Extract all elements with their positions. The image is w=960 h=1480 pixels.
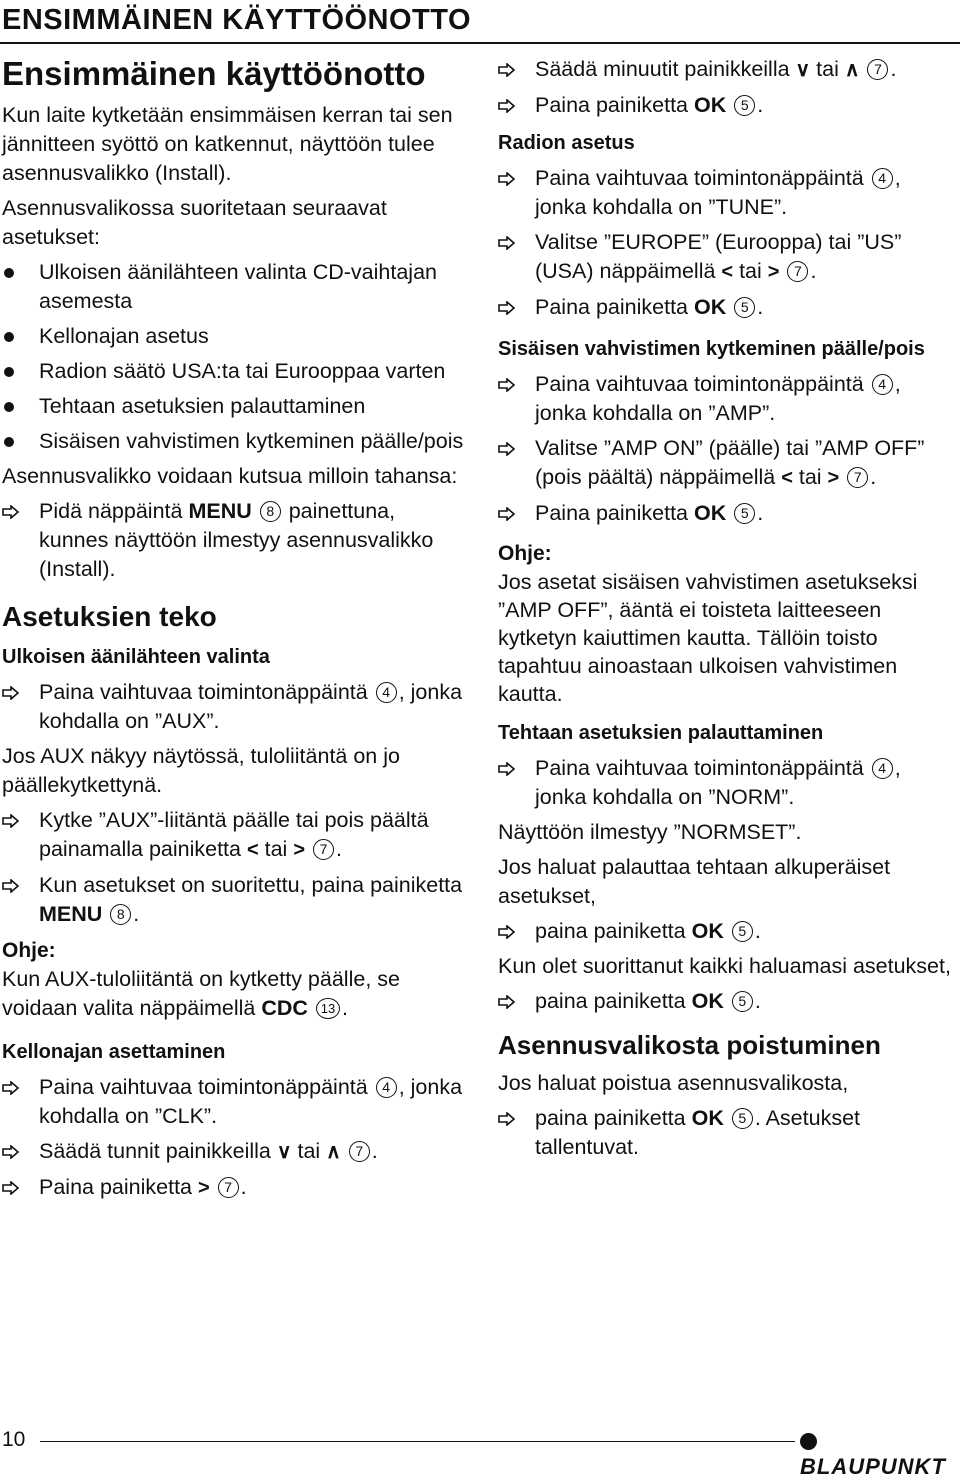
button-reference-icon: 13 bbox=[316, 998, 340, 1019]
arrow-icon bbox=[2, 1081, 20, 1095]
paragraph: Jos AUX näkyy näytössä, tuloliitäntä on jo päällekytkettynä. bbox=[2, 743, 400, 797]
button-reference-icon: 4 bbox=[872, 758, 893, 779]
arrow-icon bbox=[498, 762, 516, 776]
intro-paragraph-2: Asennusvalikossa suoritetaan seuraavat asetukset: bbox=[2, 195, 387, 249]
right-column bbox=[498, 55, 958, 1168]
button-reference-icon: 5 bbox=[732, 991, 753, 1012]
subsection-title: Ulkoisen äänilähteen valinta bbox=[2, 645, 270, 668]
arrow-icon bbox=[2, 1145, 20, 1159]
arrow-icon bbox=[498, 1112, 516, 1126]
arrow-icon bbox=[2, 505, 20, 519]
header-divider bbox=[0, 42, 960, 44]
instruction-step: paina painiketta OK 5 . bbox=[498, 917, 958, 946]
button-reference-icon: 7 bbox=[218, 1177, 239, 1198]
button-reference-icon: 5 bbox=[732, 1108, 753, 1129]
arrow-icon bbox=[2, 686, 20, 700]
arrow-icon bbox=[498, 378, 516, 392]
up-arrow-key-icon: ∧ bbox=[326, 1140, 341, 1163]
down-arrow-key-icon: ∨ bbox=[795, 59, 811, 81]
button-reference-icon: 7 bbox=[349, 1141, 370, 1162]
button-reference-icon: 4 bbox=[872, 168, 893, 189]
bullet-item: Radion säätö USA:ta tai Eurooppaa varten bbox=[2, 357, 466, 386]
left-arrow-key-icon: < bbox=[721, 261, 734, 283]
button-reference-icon: 4 bbox=[376, 682, 397, 703]
right-arrow-key-icon: > bbox=[827, 467, 840, 489]
instruction-step: Säädä tunnit painikkeilla ∨ tai ∧ 7 . bbox=[2, 1137, 466, 1167]
footer-divider bbox=[40, 1441, 795, 1442]
instruction-step: Paina vaihtuvaa toimintonäppäintä 4 , jonka kohdalla on ”CLK”. bbox=[2, 1073, 466, 1131]
button-reference-icon: 7 bbox=[867, 59, 888, 80]
bullet-icon bbox=[4, 268, 14, 278]
intro-paragraph: Kun laite kytketään ensimmäisen kerran tai sen jännitteen syöttö on katkennut, näyttöön tulee asennusvalikko (Install). bbox=[2, 102, 453, 185]
right-arrow-key-icon: > bbox=[197, 1176, 210, 1199]
subsection-title: Sisäisen vahvistimen kytkeminen päälle/pois bbox=[498, 338, 925, 360]
note-text: Kun AUX-tuloliitäntä on kytketty päälle, se voidaan valita näppäimellä CDC 13 . bbox=[2, 966, 400, 1020]
note-label: Ohje: bbox=[2, 938, 56, 962]
bullet-icon bbox=[4, 402, 14, 412]
right-arrow-key-icon: > bbox=[767, 261, 780, 283]
instruction-step: Säädä minuutit painikkeilla ∨ tai ∧ 7 . bbox=[498, 55, 958, 85]
left-arrow-key-icon: < bbox=[781, 467, 793, 489]
instruction-step: paina painiketta OK 5 . bbox=[498, 987, 958, 1016]
instruction-step: Paina painiketta OK 5 . bbox=[498, 499, 958, 528]
arrow-icon bbox=[498, 301, 516, 315]
instruction-step: Paina vaihtuvaa toimintonäppäintä 4 , jonka kohdalla on ”AUX”. bbox=[2, 678, 466, 736]
arrow-icon bbox=[498, 925, 516, 939]
instruction-step: Kun asetukset on suoritettu, paina painiketta MENU 8 . bbox=[2, 871, 466, 929]
button-reference-icon: 7 bbox=[847, 467, 868, 488]
bullet-item: Tehtaan asetuksien palauttaminen bbox=[2, 392, 466, 421]
instruction-step: Pidä näppäintä MENU 8 painettuna, kunnes näyttöön ilmestyy asennusvalikko (Install). bbox=[2, 497, 466, 584]
button-reference-icon: 4 bbox=[376, 1077, 397, 1098]
button-reference-icon: 5 bbox=[732, 921, 753, 942]
button-reference-icon: 5 bbox=[734, 297, 755, 318]
arrow-icon bbox=[2, 1181, 20, 1195]
note-label: Ohje: bbox=[498, 542, 552, 565]
note-text: Jos asetat sisäisen vahvistimen asetukseksi ”AMP OFF”, ääntä ei toisteta laitteeseen kytketyn kaiuttimen kautta. Tällöin toisto tapahtuu ainoastaan ulkoisen vahvistimen kautta. bbox=[498, 570, 918, 706]
left-arrow-key-icon: < bbox=[246, 838, 259, 861]
paragraph: Kun olet suorittanut kaikki haluamasi asetukset, bbox=[498, 954, 951, 978]
bullet-icon bbox=[4, 437, 14, 447]
arrow-icon bbox=[498, 236, 516, 250]
button-reference-icon: 8 bbox=[110, 904, 131, 925]
section-title: Asennusvalikosta poistuminen bbox=[498, 1030, 881, 1060]
bullet-item: Ulkoisen äänilähteen valinta CD-vaihtajan asemesta bbox=[2, 258, 466, 316]
brand-logo: BLAUPUNKT bbox=[800, 1428, 960, 1480]
bullet-icon bbox=[4, 332, 14, 342]
arrow-icon bbox=[498, 63, 516, 77]
bullet-item: Sisäisen vahvistimen kytkeminen päälle/pois bbox=[2, 427, 466, 456]
section-title: Asetuksien teko bbox=[2, 600, 217, 632]
instruction-step: Paina vaihtuvaa toimintonäppäintä 4 , jonka kohdalla on ”NORM”. bbox=[498, 754, 958, 812]
instruction-step: Paina painiketta OK 5 . bbox=[498, 91, 958, 120]
header-title: ENSIMMÄINEN KÄYTTÖÖNOTTO bbox=[2, 4, 472, 36]
arrow-icon bbox=[498, 442, 516, 456]
arrow-icon bbox=[498, 507, 516, 521]
instruction-step: Valitse ”EUROPE” (Eurooppa) tai ”US” (USA) näppäimellä < tai > 7 . bbox=[498, 228, 958, 287]
left-column bbox=[2, 55, 466, 1209]
paragraph: Jos haluat palauttaa tehtaan alkuperäiset asetukset, bbox=[498, 855, 891, 908]
bullet-item: Kellonajan asetus bbox=[2, 322, 466, 351]
instruction-step: Paina painiketta OK 5 . bbox=[498, 293, 958, 322]
instruction-step: Kytke ”AUX”-liitäntä päälle tai pois päältä painamalla painiketta < tai > 7 . bbox=[2, 806, 466, 865]
button-reference-icon: 7 bbox=[313, 839, 334, 860]
page-title: Ensimmäinen käyttöönotto bbox=[2, 55, 426, 92]
bullet-icon bbox=[4, 367, 14, 377]
paragraph: Näyttöön ilmestyy ”NORMSET”. bbox=[498, 820, 802, 844]
page-number: 10 bbox=[2, 1428, 26, 1451]
right-arrow-key-icon: > bbox=[293, 838, 305, 861]
button-reference-icon: 8 bbox=[260, 501, 281, 522]
arrow-icon bbox=[2, 879, 20, 893]
instruction-step: Valitse ”AMP ON” (päälle) tai ”AMP OFF” (pois päältä) näppäimellä < tai > 7 . bbox=[498, 434, 958, 493]
instruction-step: Paina vaihtuvaa toimintonäppäintä 4 , jonka kohdalla on ”TUNE”. bbox=[498, 164, 958, 222]
instruction-step: paina painiketta OK 5 . Asetukset tallentuvat. bbox=[498, 1104, 958, 1162]
arrow-icon bbox=[498, 172, 516, 186]
menu-paragraph: Asennusvalikko voidaan kutsua milloin tahansa: bbox=[2, 463, 458, 488]
button-reference-icon: 5 bbox=[734, 95, 755, 116]
button-reference-icon: 7 bbox=[787, 261, 808, 282]
paragraph: Jos haluat poistua asennusvalikosta, bbox=[498, 1071, 849, 1096]
down-arrow-key-icon: ∨ bbox=[276, 1140, 292, 1163]
subsection-title: Radion asetus bbox=[498, 132, 635, 154]
up-arrow-key-icon: ∧ bbox=[844, 59, 860, 81]
arrow-icon bbox=[498, 995, 516, 1009]
arrow-icon bbox=[2, 814, 20, 828]
logo-dot-icon bbox=[800, 1433, 817, 1450]
button-reference-icon: 4 bbox=[872, 374, 893, 395]
button-reference-icon: 5 bbox=[734, 503, 755, 524]
subsection-title: Tehtaan asetuksien palauttaminen bbox=[498, 722, 824, 744]
instruction-step: Paina vaihtuvaa toimintonäppäintä 4 , jonka kohdalla on ”AMP”. bbox=[498, 370, 958, 428]
arrow-icon bbox=[498, 99, 516, 113]
instruction-step: Paina painiketta > 7 . bbox=[2, 1173, 466, 1203]
subsection-title: Kellonajan asettaminen bbox=[2, 1040, 226, 1063]
